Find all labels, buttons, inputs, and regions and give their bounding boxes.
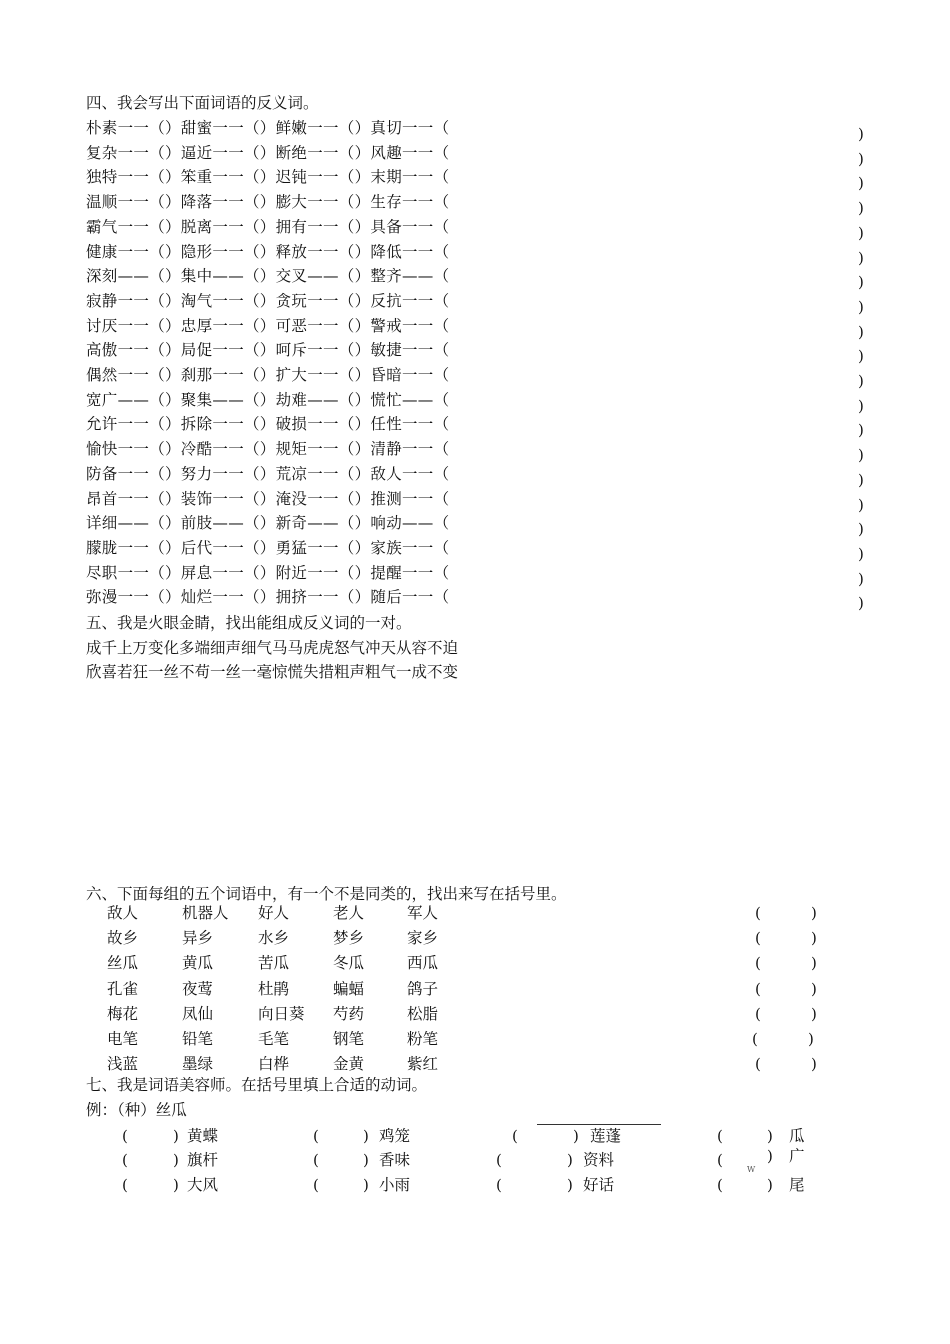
blank-open-paren: (: [512, 1127, 518, 1145]
blank-close-paren: ): [767, 1175, 773, 1194]
divider-line: [537, 1124, 661, 1125]
blank-open-paren: (: [122, 1151, 128, 1170]
answer-close-paren: ): [811, 1004, 817, 1023]
answer-close-paren: ): [858, 396, 864, 415]
answer-close-paren: ): [858, 520, 864, 539]
group-word: 粉笔: [407, 1030, 439, 1048]
answer-close-paren: ): [858, 273, 864, 292]
blank-close-paren: ): [767, 1127, 773, 1145]
fill-word: 鸡笼: [379, 1127, 411, 1145]
answer-close-paren: ): [858, 544, 864, 563]
blank-close-paren: ): [363, 1175, 369, 1194]
group-word: 军人: [407, 904, 439, 922]
antonym-row: 昂首一一（）装饰一一（）淹没一一（）推测一一（: [86, 489, 450, 508]
fill-word: 尾: [789, 1175, 805, 1194]
antonym-row: 愉快一一（）冷酷一一（）规矩一一（）清静一一（: [86, 440, 450, 459]
group-word: 老人: [333, 904, 365, 922]
answer-close-paren: ): [858, 297, 864, 316]
group-word: 钢笔: [333, 1030, 365, 1048]
antonym-row: 防备一一（）努力一一（）荒凉一一（）敌人一一（: [86, 464, 450, 483]
fill-word: 广: [789, 1147, 805, 1166]
answer-close-paren: ): [858, 594, 864, 613]
blank-close-paren: ): [173, 1127, 179, 1145]
answer-close-paren: ): [811, 979, 817, 998]
antonym-row: 允许一一（）拆除一一（）破损一一（）任性一一（: [86, 415, 450, 434]
answer-close-paren: ): [811, 929, 817, 948]
antonym-row: 健康一一（）隐形一一（）释放一一（）降低一一（: [86, 242, 450, 261]
group-word: 浅蓝: [107, 1055, 139, 1074]
antonym-row: 尽职一一（）屏息一一（）附近一一（）提醒一一（: [86, 563, 450, 582]
blank-open-paren: (: [313, 1127, 319, 1145]
blank-open-paren: (: [496, 1151, 502, 1170]
answer-close-paren: ): [858, 470, 864, 489]
blank-close-paren: ): [567, 1151, 573, 1170]
group-word: 孔雀: [107, 979, 139, 998]
blank-open-paren: (: [717, 1127, 723, 1145]
answer-open-paren: (: [755, 954, 761, 973]
fill-word: 好话: [583, 1175, 615, 1194]
blank-open-paren: (: [122, 1175, 128, 1194]
answer-open-paren: (: [755, 929, 761, 948]
answer-close-paren: ): [811, 1055, 817, 1074]
section7-example: 例：（种）丝瓜: [86, 1101, 187, 1119]
fill-word: 莲蓬: [590, 1127, 622, 1145]
group-word: 杜鹃: [258, 979, 290, 998]
answer-close-paren: ): [858, 149, 864, 168]
group-word: 异乡: [182, 929, 214, 948]
blank-open-paren: (: [496, 1175, 502, 1194]
group-word: 毛笔: [258, 1030, 290, 1048]
antonym-row: 朴素一一（）甜蜜一一（）鲜嫩一一（）真切一一（: [86, 119, 450, 137]
group-word: 水乡: [258, 929, 290, 948]
antonym-row: 温顺一一（）降落一一（）膨大一一（）生存一一（: [86, 193, 450, 212]
fill-word: 旗杆: [187, 1151, 219, 1170]
fill-word: 黄蝶: [187, 1127, 219, 1145]
antonym-row: 朦胧一一（）后代一一（）勇猛一一（）家族一一（: [86, 538, 450, 557]
group-word: 敌人: [107, 904, 139, 922]
group-word: 机器人: [182, 904, 229, 922]
answer-close-paren: ): [858, 322, 864, 341]
group-word: 冬瓜: [333, 954, 365, 973]
blank-close-paren: ): [573, 1127, 579, 1145]
answer-close-paren: ): [858, 495, 864, 514]
answer-open-paren: (: [755, 904, 761, 922]
section5-line-1: 成千上万变化多端细声细气马马虎虎怒气冲天从容不迫: [86, 639, 459, 657]
answer-close-paren: ): [858, 174, 864, 193]
answer-open-paren: (: [752, 1030, 758, 1048]
answer-open-paren: (: [755, 1004, 761, 1023]
antonym-row: 宽广——（）聚集——（）劫难——（）慌忙——（: [86, 390, 450, 409]
blank-close-paren: ): [567, 1175, 573, 1194]
answer-close-paren: ): [811, 904, 817, 922]
antonym-row: 高傲一一（）局促一一（）呵斥一一（）敏捷一一（: [86, 341, 450, 360]
group-word: 故乡: [107, 929, 139, 948]
group-word: 黄瓜: [182, 954, 214, 973]
blank-open-paren: (: [313, 1175, 319, 1194]
group-word: 白桦: [258, 1055, 290, 1074]
group-word: 梅花: [107, 1004, 139, 1023]
antonym-row: 复杂一一（）逼近一一（）断绝一一（）风趣一一（: [86, 143, 450, 162]
section6-heading: 六、下面每组的五个词语中，有一个不是同类的，找出来写在括号里。: [86, 885, 567, 903]
antonym-row: 霸气一一（）脱离一一（）拥有一一（）具备一一（: [86, 217, 450, 236]
fill-word: 大风: [187, 1175, 219, 1194]
group-word: 梦乡: [333, 929, 365, 948]
answer-close-paren: ): [858, 446, 864, 465]
answer-close-paren: ): [858, 199, 864, 218]
blank-close-paren: ): [173, 1175, 179, 1194]
group-word: 紫红: [407, 1055, 439, 1074]
blank-close-paren: ): [363, 1127, 369, 1145]
group-word: 好人: [258, 904, 290, 922]
antonym-row: 独特一一（）笨重一一（）迟钝一一（）末期一一（: [86, 168, 450, 187]
answer-close-paren: ): [811, 954, 817, 973]
answer-close-paren: ): [858, 421, 864, 440]
blank-close-paren: ): [363, 1151, 369, 1170]
group-word: 铅笔: [182, 1030, 214, 1048]
stray-mark: W: [747, 1165, 756, 1174]
blank-close-paren: ): [173, 1151, 179, 1170]
fill-word: 瓜: [789, 1127, 805, 1145]
answer-close-paren: ): [858, 372, 864, 390]
section5-heading: 五、我是火眼金睛，找出能组成反义词的一对。: [86, 614, 412, 632]
antonym-row: 偶然一一（）刹那一一（）扩大一一（）昏暗一一（: [86, 366, 450, 384]
blank-open-paren: (: [717, 1175, 723, 1194]
group-word: 苦瓜: [258, 954, 290, 973]
group-word: 凤仙: [182, 1004, 214, 1023]
antonym-row: 寂静一一（）淘气一一（）贪玩一一（）反抗一一（: [86, 291, 450, 310]
group-word: 夜莺: [182, 979, 214, 998]
group-word: 芍药: [333, 1004, 365, 1023]
answer-close-paren: ): [858, 347, 864, 366]
blank-close-paren: ): [767, 1147, 773, 1166]
group-word: 西瓜: [407, 954, 439, 973]
group-word: 电笔: [107, 1030, 139, 1048]
group-word: 墨绿: [182, 1055, 214, 1074]
section7-heading: 七、我是词语美容师。在括号里填上合适的动词。: [86, 1076, 428, 1094]
answer-close-paren: ): [808, 1030, 814, 1048]
group-word: 丝瓜: [107, 954, 139, 973]
antonym-row: 弥漫一一（）灿烂一一（）拥挤一一（）随后一一（: [86, 588, 450, 607]
antonym-row: 详细——（）前肢——（）新奇——（）响动——（: [86, 514, 450, 533]
answer-open-paren: (: [755, 979, 761, 998]
answer-close-paren: ): [858, 569, 864, 588]
group-word: 金黄: [333, 1055, 365, 1074]
group-word: 家乡: [407, 929, 439, 948]
group-word: 蝙蝠: [333, 979, 365, 998]
blank-open-paren: (: [122, 1127, 128, 1145]
answer-close-paren: ): [858, 223, 864, 242]
fill-word: 资料: [583, 1151, 615, 1170]
blank-open-paren: (: [717, 1151, 723, 1170]
answer-close-paren: ): [858, 248, 864, 267]
answer-close-paren: ): [858, 125, 864, 143]
section4-heading: 四、我会写出下面词语的反义词。: [86, 94, 319, 112]
fill-word: 小雨: [379, 1175, 411, 1194]
fill-word: 香味: [379, 1151, 411, 1170]
group-word: 向日葵: [258, 1004, 305, 1023]
answer-open-paren: (: [755, 1055, 761, 1074]
antonym-row: 深刻——（）集中——（）交叉——（）整齐——（: [86, 267, 450, 286]
antonym-row: 讨厌一一（）忠厚一一（）可恶一一（）警戒一一（: [86, 316, 450, 335]
section5-line-2: 欣喜若狂一丝不苟一丝一毫惊慌失措粗声粗气一成不变: [86, 663, 459, 681]
blank-open-paren: (: [313, 1151, 319, 1170]
group-word: 松脂: [407, 1004, 439, 1023]
group-word: 鸽子: [407, 979, 439, 998]
